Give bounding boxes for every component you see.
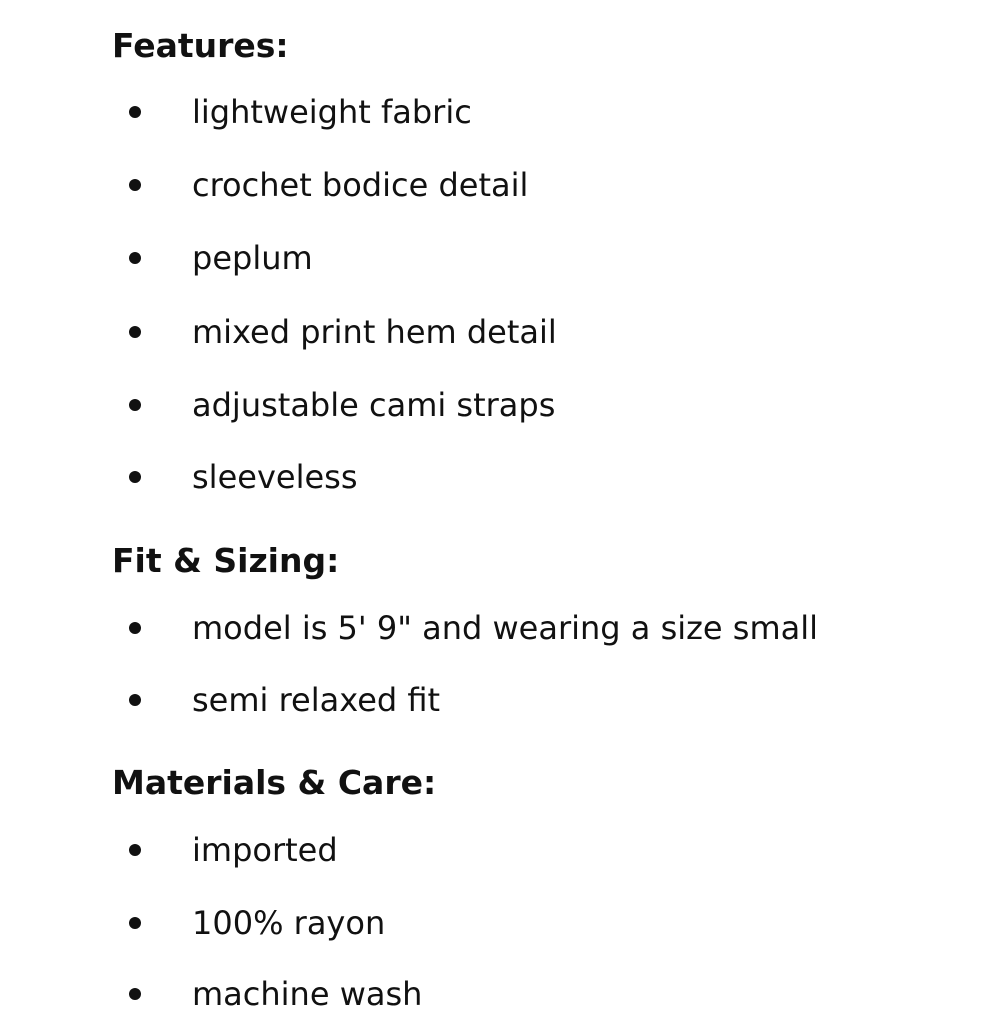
materials-care-heading: Materials & Care: — [112, 763, 437, 802]
list-item-text: 100% rayon — [192, 904, 386, 942]
list-item-text: semi relaxed fit — [192, 681, 441, 719]
list-item-text: mixed print hem detail — [192, 313, 557, 351]
list-item-text: imported — [192, 831, 338, 869]
features-heading: Features: — [112, 26, 289, 65]
list-item-text: adjustable cami straps — [192, 386, 556, 424]
bullet-icon — [129, 252, 141, 264]
list-item — [0, 903, 1000, 943]
list-item — [0, 680, 1000, 720]
list-item — [0, 457, 1000, 497]
bullet-icon — [129, 326, 141, 338]
list-item — [0, 92, 1000, 132]
bullet-icon — [129, 399, 141, 411]
bullet-icon — [129, 106, 141, 118]
list-item-text: lightweight fabric — [192, 93, 472, 131]
bullet-icon — [129, 471, 141, 483]
bullet-icon — [129, 917, 141, 929]
list-item — [0, 312, 1000, 352]
list-item — [0, 830, 1000, 870]
fit-sizing-heading: Fit & Sizing: — [112, 541, 340, 580]
bullet-icon — [129, 694, 141, 706]
list-item — [0, 238, 1000, 278]
bullet-icon — [129, 844, 141, 856]
list-item-text: peplum — [192, 239, 313, 277]
bullet-icon — [129, 622, 141, 634]
list-item — [0, 974, 1000, 1014]
list-item-text: sleeveless — [192, 458, 358, 496]
list-item — [0, 385, 1000, 425]
list-item-text: machine wash — [192, 975, 423, 1013]
bullet-icon — [129, 179, 141, 191]
list-item-text: model is 5' 9" and wearing a size small — [192, 609, 819, 647]
list-item-text: crochet bodice detail — [192, 166, 529, 204]
list-item — [0, 165, 1000, 205]
bullet-icon — [129, 988, 141, 1000]
list-item — [0, 608, 1000, 648]
